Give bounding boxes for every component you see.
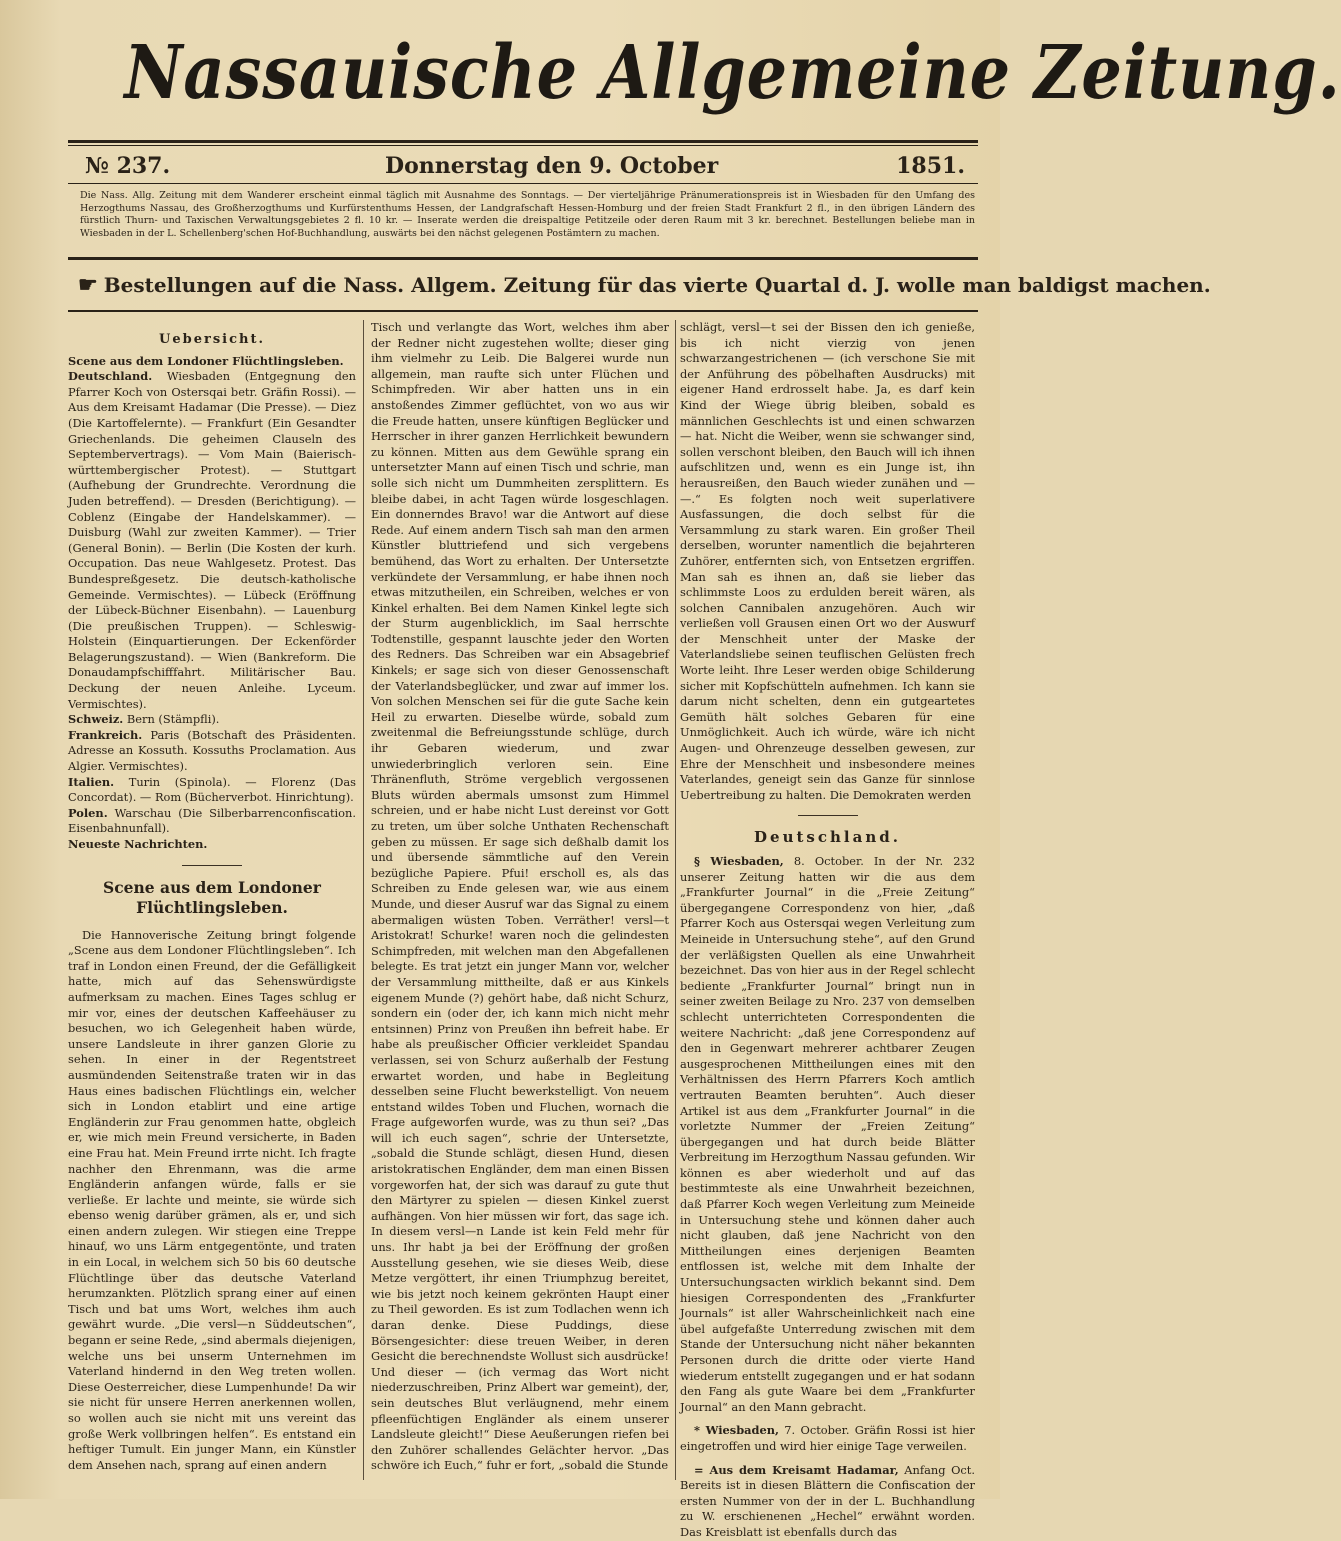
notice-rule (68, 257, 978, 260)
article-paragraph: schlägt, versl—t sei der Bissen den ich genieße, bis ich nicht vierzig von jenen schwarzangestrichenen — (ich verschone Sie mit der Anführung des pöbelhaften Ausdrucks) mit eigener Hand erdrosselt habe. Ja, es darf kein Kind der Wiege übrig bleiben, sobald es männlichen Geschlechts ist und einen schwarzen — hat. Nicht die Weiber, wenn sie schwanger sind, sollen verschont bleiben, den Bauch will ich ihnen aufschlitzen und, wenn es ein Junge ist, ihn herausreißen, den Bauch wieder zunähen und — —.“ Es folgten noch weit superlativere Ausfassungen, die doch selbst für die Versammlung zu stark waren. Ein großer Theil derselben, worunter namentlich die bejahrteren Zuhörer, entfernten sich, von Entsetzen ergriffen. Man sah es ihnen an, daß sie lieber das schlimmste Loos zu erdulden bereit wären, als solchen Cannibalen anzugehören. Auch wir verließen voll Grausen einen Ort wo der Auswurf der Menschheit unter der Maske der Vaterlandsliebe seinen teuflischen Gelüsten frech Worte leiht. Ihre Leser werden obige Schilderung sicher mit Kopfschütteln aufnehmen. Ich kann sie darum nicht schelten, denn ein gutgeartetes Gemüth hält solches Gebaren für eine Unmöglichkeit. Auch ich würde, wäre ich nicht Augen- und Ohrenzeuge desselben gewesen, zur Ehre der Menschheit und insbesondere meines Vaterlandes, geneigt sein das Ganze für sinnlose Uebertreibung zu halten. Die Demokraten werden (680, 320, 975, 802)
column-left (68, 320, 356, 1480)
feature-article (68, 928, 356, 1474)
banner-text: Bestellungen auf die Nass. Allgem. Zeitung für das vierte Quartal d. J. wolle man baldigst machen. (103, 273, 1211, 297)
news-item-place: = Aus dem Kreisamt Hadamar, (694, 1462, 899, 1477)
pointing-hand-icon: ☛ (78, 272, 98, 298)
news-item-date: Anfang Oct. (898, 1462, 976, 1477)
order-banner (78, 265, 1211, 305)
news-item-text: In der Nr. 232 unserer Zeitung hatten wir die aus dem „Frankfurter Journal“ in die „Freie Zeitung“ übergegangene Correspondenz von hier, „daß Pfarrer Koch aus Ostersqai wegen Verleitung zum Meineide in Untersuchung stehe“, auf den Grund der verläßigsten Quellen als eine Unwahrheit bezeichnet. Das von hier aus in der Regel schlecht bediente „Frankfurter Journal“ bringt nun in seiner zweiten Beilage zu Nro. 237 von demselben schlecht unterrichteten Correspondenten die weitere Nachricht: „daß jene Correspondenz auf den in Gegenwart mehrerer achtbarer Zeugen ausgesprochenen Mittheilungen eines mit den Verhältnissen des Herrn Pfarrers Koch amtlich vertrauten Beamten beruhten“. Auch dieser Artikel ist aus dem „Frankfurter Journal“ in die vorletzte Nummer der „Freien Zeitung“ übergegangen und hat durch beide Blätter Verbreitung im Herzogthum Nassau gefunden. Wir können es aber wiederholt und auf das bestimmteste als eine Unwahrheit bezeichnen, daß Pfarrer Koch wegen Verleitung zum Meineide in Untersuchung stehe und können daher auch nicht glauben, daß jene Nachricht von den Mittheilungen eines derjenigen Beamten entflossen ist, welche mit dem Inhalte der Untersuchungsacten wirklich bekannt sind. Dem hiesigen Correspondenten des „Frankfurter Journals“ ist aller Wahrscheinlichkeit nach eine übel aufgefaßte Unterredung zwischen mit dem Stande der Untersuchung nicht näher bekannten Personen durch die dritte oder vierte Hand wiederum entstellt zugegangen und er hat sodann den Fang als gute Waare bei dem „Frankfurter Journal“ an den Mann gebracht. (680, 854, 975, 1414)
feature-article-continued (371, 320, 669, 1474)
column-right (680, 320, 976, 1539)
masthead-rule-thin (68, 145, 978, 146)
overview-entry-head: Frankreich. (68, 727, 143, 742)
overview-entry-text: Turin (Spinola). — Florenz (Das Concordat). — Rom (Bücherverbot. Hinrichtung). (68, 774, 356, 805)
overview-entry-text: Warschau (Die Silberbarrenconfiscation. Eisenbahnunfall). (68, 805, 356, 836)
germany-news (680, 854, 975, 1541)
germany-section-title: Deutschland. (754, 828, 901, 847)
news-item-text: Gräfin Rossi ist hier eingetroffen und wird hier einige Tage verweilen. (680, 1423, 975, 1453)
feature-article-end (680, 320, 975, 803)
news-item (680, 1423, 975, 1454)
dateline (85, 153, 965, 187)
feature-headline: Scene aus dem Londoner Flüchtlingsleben. (103, 877, 321, 917)
column-divider (363, 320, 364, 1480)
subscription-notice: Die Nass. Allg. Zeitung mit dem Wanderer erscheint einmal täglich mit Ausnahme des Sonntags. — Der vierteljährige Pränumerationspreis ist in Wiesbaden für den Umfang des Herzogthums Nassau, des Großherzogthums und Kurfürstenthums Hessen, der Landgrafschaft Hessen-Homburg und der freien Stadt Frankfurt 2 fl., in den übrigen Ländern des fürstlich Thurn- und Taxischen Verwaltungsgebietes 2 fl. 10 kr. — Inserate werden die dreispaltige Petitzeile oder deren Raum mit 3 kr. berechnet. Bestellungen beliebe man in Wiesbaden in der L. Schellenberg'schen Hof-Buchhandlung, auswärts bei den nächst gelegenen Postämtern zu machen. (80, 190, 975, 239)
column-divider (675, 320, 676, 1480)
masthead-title: Nassauische Allgemeine Zeitung. (124, 30, 1341, 116)
news-item (680, 854, 975, 1415)
issue-date: Donnerstag den 9. October (385, 153, 719, 179)
overview-entry (68, 806, 356, 837)
overview-list (68, 354, 356, 853)
overview-entry-head: Scene aus dem Londoner Flüchtlingsleben. (68, 353, 344, 368)
overview-entry (68, 728, 356, 775)
overview-title: Uebersicht. (159, 332, 265, 347)
news-item-place: § Wiesbaden, (694, 854, 784, 868)
news-item-date: 8. October. (783, 854, 874, 868)
overview-entry-head: Neueste Nachrichten. (68, 837, 208, 851)
overview-entry (68, 775, 356, 806)
overview-entry (68, 354, 356, 370)
overview-entry-head: Italien. (68, 774, 115, 789)
overview-entry (68, 837, 356, 853)
overview-entry-head: Deutschland. (68, 369, 153, 384)
overview-entry-text: Wiesbaden (Entgegnung den Pfarrer Koch von Ostersqai betr. Gräfin Rossi). — Aus dem Kreisamt Hadamar (Die Presse). — Diez (Die Kartoffelernte). — Frankfurt (Ein Gesandter Griechenlands. Die geheimen Clauseln des Septembervertrags). — Vom Main (Baierisch-württembergischer Protest). — Stuttgart (Aufhebung der Grundrechte. Verordnung die Juden betreffend). — Dresden (Berichtigung). — Coblenz (Eingabe der Handelskammer). — Duisburg (Wahl zur zweiten Kammer). — Trier (General Bonin). — Berlin (Die Kosten der kurh. Occupation. Das neue Wahlgesetz. Protest. Das Bundespreßgesetz. Die deutsch-katholische Gemeinde. Vermischtes). — Lübeck (Eröffnung der Lübeck-Büchner Eisenbahn). — Lauenburg (Die preußischen Truppen). — Schleswig-Holstein (Einquartierungen. Der Eckenförder Belagerungszustand). — Wien (Bankreform. Die Donaudampfschifffahrt. Militärischer Bau. Deckung der neuen Anleihe. Lyceum. Vermischtes). (68, 369, 356, 711)
issue-number: № 237. (85, 153, 171, 179)
news-item (680, 1463, 975, 1541)
banner-rule (68, 310, 978, 312)
news-item-date: 7. October. (779, 1423, 855, 1438)
news-item-place: * Wiesbaden, (694, 1423, 779, 1438)
overview-entry (68, 369, 356, 712)
overview-entry-text: Bern (Stämpfli). (123, 712, 220, 727)
news-item-text: Bereits ist in diesen Blättern die Confiscation der ersten Nummer von der in der L. Buchhandlung zu W. erschienenen „Hechel“ erwähnt worden. Das Kreisblatt ist ebenfalls durch das (680, 1478, 975, 1539)
overview-entry-head: Schweiz. (68, 712, 124, 727)
overview-entry-head: Polen. (68, 805, 108, 820)
section-separator (182, 865, 242, 866)
article-paragraph: Die Hannoverische Zeitung bringt folgende „Scene aus dem Londoner Flüchtlingsleben“. Ich traf in London einen Freund, der die Gefälligkeit hatte, mich auf das Sehenswürdigste aufmerksam zu machen. Eines Tages schlug er mir vor, eines der deutschen Kaffeehäuser zu besuchen, wo ich Gelegenheit haben würde, unsere Landsleute in ihrer ganzen Glorie zu sehen. In einer in der Regentstreet ausmündenden Seitenstraße traten wir in das Haus eines badischen Flüchtlings ein, welcher sich in London etablirt und eine artige Engländerin zur Frau genommen hatte, obgleich er, wie mich mein Freund versicherte, in Baden eine Frau hat. Mein Freund irrte nicht. Ich fragte nachher den Ehrenmann, was die arme Engländerin anfangen würde, falls er sie verließe. Er lachte und meinte, sie würde sich ebenso wenig darüber grämen, als er, und sich einen andern zulegen. Wir stiegen eine Treppe hinauf, wo uns Lärm entgegentönte, und traten in ein Local, in welchem sich 50 bis 60 deutsche Flüchtlinge über das deutsche Vaterland herumzankten. Plötzlich sprang einer auf einen Tisch und bat ums Wort, welches ihm auch gewährt wurde. „Die versl—n Süddeutschen“, begann er seine Rede, „sind abermals diejenigen, welche uns bei unserm Unternehmen im Vaterland hindernd in den Weg treten wollen. Diese Oesterreicher, diese Lumpenhunde! Da wir sie nicht für unsere Herren anerkennen wollen, so wollen auch sie nicht mit uns vereint das große Werk vollbringen helfen“. Es entstand ein heftiger Tumult. Ein junger Mann, ein Künstler dem Ansehen nach, sprang auf einen andern (68, 927, 356, 1472)
overview-entry-text: Paris (Botschaft des Präsidenten. Adresse an Kossuth. Kossuths Proclamation. Aus Algier. Vermischtes). (68, 727, 356, 774)
issue-year: 1851. (896, 153, 965, 179)
section-separator (798, 815, 858, 816)
dateline-rule (68, 183, 978, 184)
column-middle (371, 320, 669, 1480)
article-paragraph: Tisch und verlangte das Wort, welches ihm aber der Redner nicht zugestehen wollte; dieser ging ihm vielmehr zu Leib. Die Balgerei wurde nun allgemein, man raufte sich unter Flüchen und Schimpfreden. Wir aber hatten uns in ein anstoßendes Zimmer geflüchtet, von wo aus wir die Freude hatten, unsere künftigen Beglücker und Herrscher in ihrer ganzen Herrlichkeit bewundern zu können. Mitten aus dem Gewühle sprang ein untersetzter Mann auf einen Tisch und schrie, man solle sich nicht um Dummheiten zersplittern. Es bleibe dabei, in acht Tagen würde losgeschlagen. Ein donnerndes Bravo! war die Antwort auf diese Rede. Auf einem andern Tisch sah man den armen Künstler bluttriefend und sich vergebens bemühend, das Wort zu erhalten. Der Untersetzte verkündete der Versammlung, er habe ihnen noch etwas mitzutheilen, ein Schreiben, welches er von Kinkel erhalten. Bei dem Namen Kinkel legte sich der Sturm augenblicklich, im Saal herrschte Todtenstille, gespannt lauschte jeder den Worten des Redners. Das Schreiben war ein Absagebrief Kinkels; er sage sich von dieser Genossenschaft der Vaterlandsbeglücker, und zwar auf immer los. Von solchen Menschen sei für die gute Sache kein Heil zu erwarten. Dieselbe würde, sobald zum zweitenmal die Befreiungsstunde schlüge, durch ihr Gebaren wiederum, und zwar unwiederbringlich verloren sein. Eine Thränenfluth, Ströme vergeblich vergossenen Bluts würden abermals umsonst zum Himmel schreien, und er habe nicht Lust dereinst vor Gott zu treten, um über solche Unthaten Rechenschaft geben zu müssen. Er sage sich deßhalb damit los und übersende sämmtliche auf den Verein bezügliche Papiere. Pfui! erscholl es, als das Schreiben zu Ende gelesen war, wie aus einem Munde, und dieser Ausruf war das Signal zu einem abermaligen wüsten Toben. Verräther! versl—t Aristokrat! Schurke! waren noch die gelindesten Schimpfreden, mit welchen man den Abgefallenen belegte. Es trat jetzt ein junger Mann vor, welcher der Versammlung mittheilte, daß er aus Kinkels eigenem Munde (?) gehört habe, daß nicht Schurz, sondern ein (oder der, ich kann mich nicht mehr entsinnen) Prinz von Preußen ihn befreit habe. Er habe als preußischer Officier verkleidet Spandau verlassen, sei von Schurz außerhalb der Festung erwartet worden, und habe in Begleitung desselben seine Flucht bewerkstelligt. Von neuem entstand wildes Toben und Fluchen, wornach die Frage aufgeworfen wurde, was zu thun sei? „Das will ich euch sagen“, schrie der Untersetzte, „sobald die Stunde schlägt, diesen Hund, diesen aristokratischen Engländer, dem man einen Bissen vorgeworfen hat, der sich was darauf zu gute thut den Märtyrer zu spielen — diesen Kinkel zuerst aufhängen. Von hier müssen wir fort, das sage ich. In diesem versl—n Lande ist kein Feld mehr für uns. Ihr habt ja bei der Eröffnung der großen Ausstellung gesehen, wie sie dieses Weib, diese Metze vergöttert, ihr einen Triumphzug bereitet, wie bis jetzt noch keinem gekrönten Haupt einer zu Theil geworden. Es ist zum Todlachen wenn ich daran denke. Diese Puddings, diese Börsengesichter: diese treuen Weiber, in deren Gesicht die berechnendste Wollust sich ausdrücke! Und dieser — (ich vermag das Wort nicht niederzuschreiben, Prinz Albert war gemeint), der, sein deutsches Blut verläugnend, mehr einem pfleenfüchtigen Engländer als einem unserer Landsleute gleicht!“ Diese Aeußerungen riefen bei den Zuhörer schallendes Gelächter hervor. „Das schwöre ich Euch,“ fuhr er fort, „sobald die Stunde (371, 320, 669, 1473)
overview-entry (68, 712, 356, 728)
masthead-rule (68, 140, 978, 143)
